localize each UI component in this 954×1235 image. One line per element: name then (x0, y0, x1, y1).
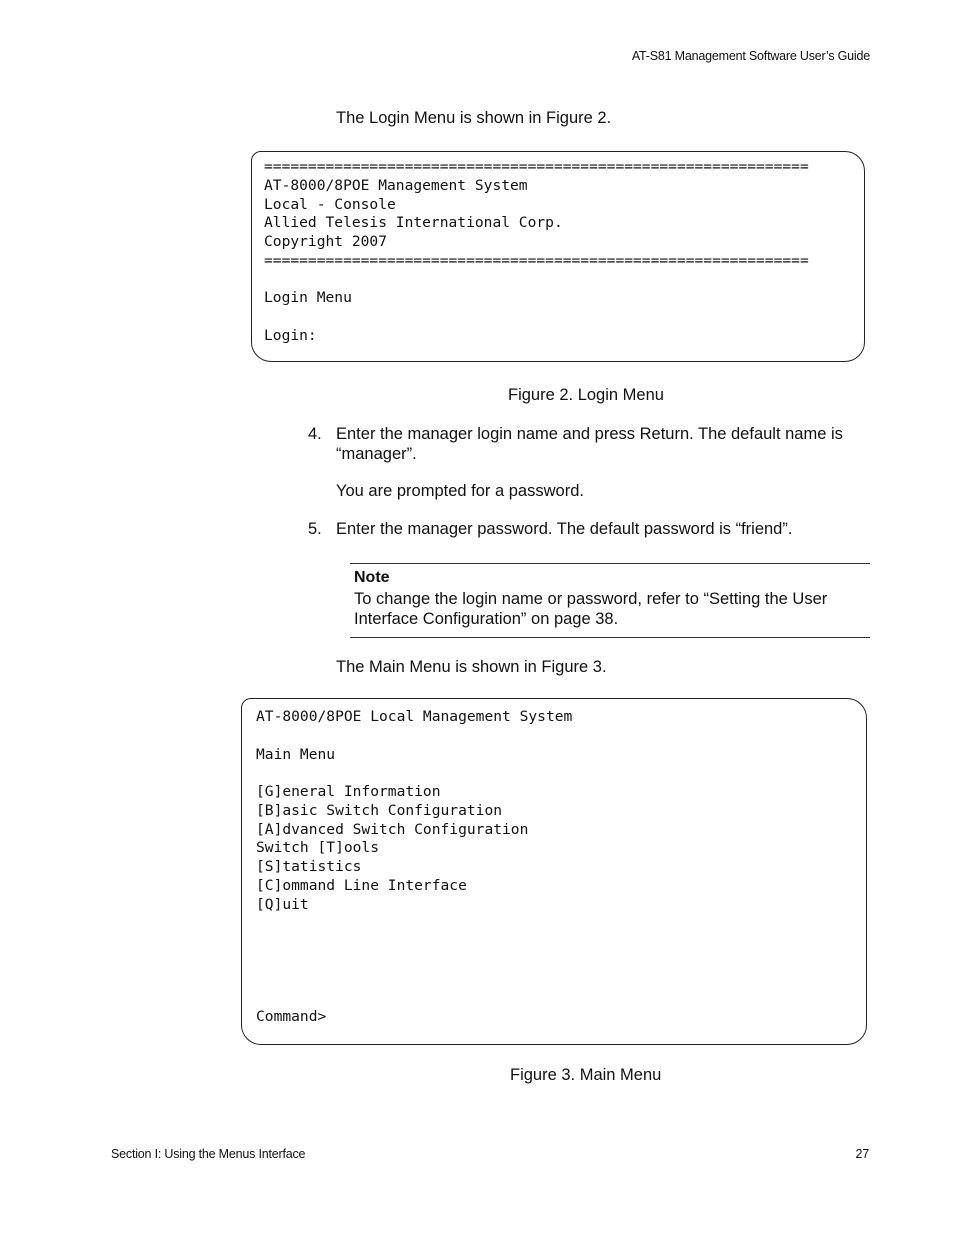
intro-main-text: The Main Menu is shown in Figure 3. (336, 658, 607, 676)
step-4-number: 4. (308, 425, 322, 443)
figure-2-caption: Figure 2. Login Menu (508, 386, 664, 404)
note-title: Note (354, 569, 390, 586)
note-box (350, 563, 870, 638)
figure-3-caption: Figure 3. Main Menu (510, 1066, 662, 1084)
intro-login-text: The Login Menu is shown in Figure 2. (336, 109, 612, 127)
login-menu-terminal (251, 151, 865, 362)
step-4-text: Enter the manager login name and press Return. The default name is “manager”. (336, 425, 843, 463)
footer-section: Section I: Using the Menus Interface (111, 1147, 306, 1161)
login-menu-text: ============================================================== AT-8000/8POE Management System Local - Console Allied Telesis International Corp. Copyright 2007 ============================================================== Login Menu Login: (264, 158, 809, 344)
note-body: To change the login name or password, refer to “Setting the User Interface Configuration” on page 38. (354, 590, 828, 628)
password-prompt-text: You are prompted for a password. (336, 482, 584, 500)
main-menu-text: AT-8000/8POE Local Management System Main Menu [G]eneral Information [B]asic Switch Configuration [A]dvanced Switch Configuration Switch [T]ools [S]tatistics [C]ommand Line Interface [Q]uit Command> (256, 708, 573, 1025)
running-header: AT-S81 Management Software User’s Guide (631, 49, 870, 63)
footer-page-number: 27 (855, 1147, 869, 1161)
step-5-number: 5. (308, 520, 322, 538)
main-menu-terminal (241, 698, 867, 1045)
step-5-text: Enter the manager password. The default password is “friend”. (336, 520, 793, 538)
